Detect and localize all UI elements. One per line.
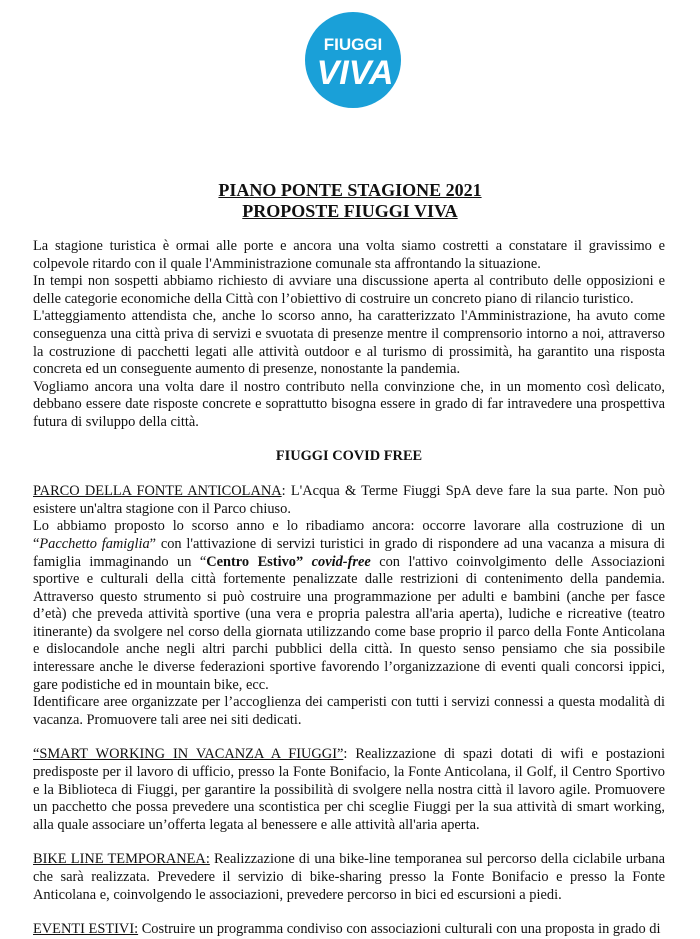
bike-line-label: BIKE LINE TEMPORANEA: <box>33 851 210 868</box>
parco-text: : L'Acqua & Terme Fiuggi SpA deve fare la sua parte. Non può esistere un'altra stagione con il Parco chiuso. <box>33 483 666 517</box>
pacchetto-famiglia-paragraph <box>33 518 665 694</box>
text-run <box>303 554 311 570</box>
text-run: con l'attivo coinvolgimento delle Associazioni sportive e culturali della città fortemente penalizzate dalle restrizioni di contenimento della pandemia. Attraverso questo strumento si può costruire una programmazione per adulti e bambini (anche per fasce d’età) che preveda attività sportive (una vera e propria palestra all'aria aperta), ludiche e ricreative (teatro itinerante) da svolgere nel corso della giornata utilizzando come base proprio il parco della Fonte Anticolana e dislocandole anche negli altri parchi pubblici della città. In questo senso pensiamo che sia possibile interessare anche le diverse federazioni sportive favorendo l’organizzazione di eventi quali concorsi ippici, gare podistiche ed in mountain bike, ecc. <box>33 553 666 693</box>
document-body <box>33 238 665 939</box>
bike-line-paragraph <box>33 851 665 904</box>
camperisti-paragraph: Identificare aree organizzate per l’accoglienza dei camperisti con tutti i servizi connessi a questa modalità di vacanza. Promuovere tali aree nei siti dedicati. <box>33 694 665 728</box>
fiuggi-viva-logo <box>303 10 403 110</box>
eventi-estivi-paragraph <box>33 921 665 939</box>
logo-line1: FIUGGI <box>323 35 383 54</box>
document-title <box>0 180 700 222</box>
intro-paragraph: L'atteggiamento attendista che, anche lo scorso anno, ha caratterizzato l'Amministrazione, ha avuto come conseguenza una città priva di servizi e svuotata di presenze mentre il comprensorio intorno a noi, attraverso la costruzione di pacchetti legati alle attività outdoor e al turismo di prossimità, ha garantito una risposta concreta ed un conseguente aumento di presenze, nonostante la pandemia. <box>33 308 665 378</box>
eventi-estivi-text: Costruire un programma condiviso con associazioni culturali con una proposta in grado di <box>138 921 661 938</box>
smart-working-text: : Realizzazione di spazi dotati di wifi e postazioni predisposte per il lavoro di ufficio, presso la Fonte Bonifacio, la Fonte Anticolana, il Golf, il Centro Sportivo e la Biblioteca di Fiuggi, per garantire la possibilità di svolgere nella nostra città il lavoro agile. Promuovere un pacchetto che possa prevedere una scontistica per chi sceglie Fiuggi per la sua attività di smart working, alla quale associare un’offerta legata al benessere e alle attività all'aria aperta. <box>33 746 666 833</box>
intro-paragraph: Vogliamo ancora una volta dare il nostro contributo nella convinzione che, in un momento così delicato, debbano essere date risposte concrete e soprattutto bisogna essere in grado di far intravedere una prospettiva futura di sviluppo della città. <box>33 378 665 430</box>
text-run: Lo abbiamo proposto lo scorso anno e lo ribadiamo ancora: occorre lavorare alla costruzione di un “ <box>33 518 665 552</box>
covid-free-term: covid-free <box>311 553 371 570</box>
smart-working-paragraph <box>33 746 665 834</box>
title-line-1: PIANO PONTE STAGIONE 2021 <box>218 180 482 200</box>
parco-label: PARCO DELLA FONTE ANTICOLANA <box>33 483 282 500</box>
text-run: ” con l'attivazione di servizi turistici in grado di rispondere ad una vacanza a misura di famiglia immaginando un “ <box>33 535 665 570</box>
title-line-2: PROPOSTE FIUGGI VIVA <box>242 201 458 221</box>
section-heading: FIUGGI COVID FREE <box>275 447 423 464</box>
intro-paragraph: La stagione turistica è ormai alle porte e ancora una volta siamo costretti a constatare il gravissimo e colpevole ritardo con il quale l'Amministrazione comunale sta affrontando la situazione. <box>33 238 665 272</box>
parco-paragraph <box>33 483 665 518</box>
pacchetto-famiglia-term: Pacchetto famiglia <box>39 535 150 552</box>
eventi-estivi-label: EVENTI ESTIVI: <box>33 921 139 938</box>
logo-line2: VIVA <box>316 54 394 92</box>
intro-paragraph: In tempi non sospetti abbiamo richiesto di avviare una discussione aperta al contributo delle opposizioni e delle categorie economiche della Città con l’obiettivo di costruire un concreto piano di rilancio turistico. <box>33 273 665 307</box>
bike-line-text: Realizzazione di una bike-line temporanea sul percorso della ciclabile urbana che sarà realizzata. Prevedere il servizio di bike-sharing presso la Fonte Bonifacio e presso la Fonte Anticolana e, coinvolgendo le associazioni, prevedere percorso in bici ed escursioni a piedi. <box>33 851 665 903</box>
smart-working-label: “SMART WORKING IN VACANZA A FIUGGI” <box>33 746 344 763</box>
centro-estivo-term: Centro Estivo” <box>206 553 304 570</box>
